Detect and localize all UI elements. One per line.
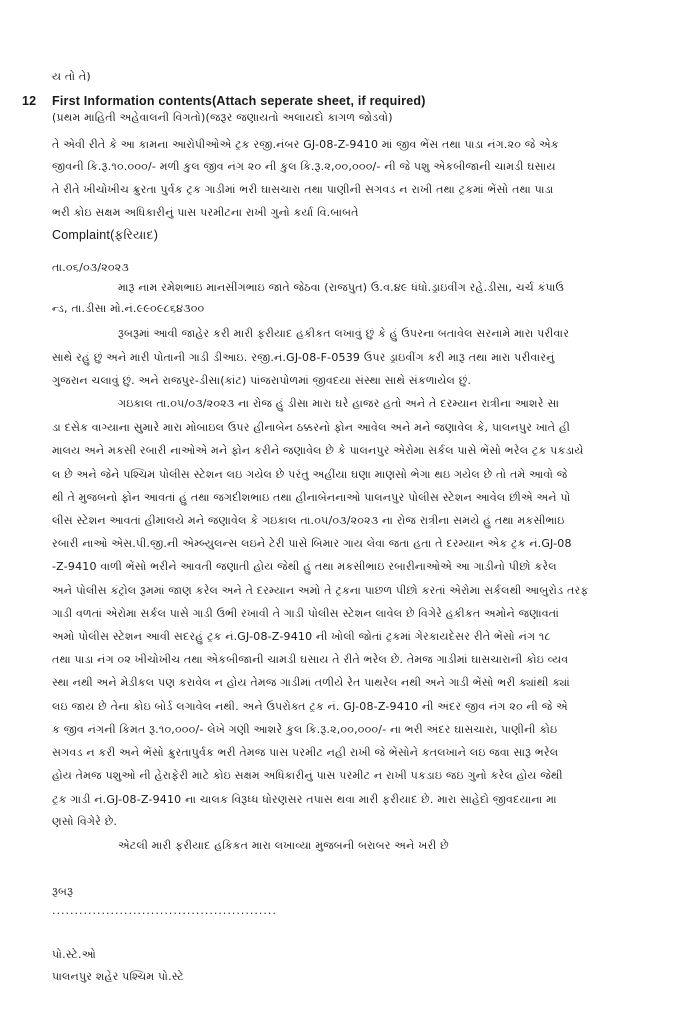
body-line: થી તે મુજબનો ફોન આવતાં હું તથા જગદીશભાઇ તથા હીનાબેનનાઓ પાલનપુર પોલીસ સ્ટેશન આવેલ છીએ અને પો	[52, 491, 571, 504]
body-line: ડા દસેક વાગ્યાના સુમારે મારા મોબાઇલ ઉપર હીનાબેન ઠક્કરનો ફોન આવેલ અને મને જણાવેલ કે, પાલનપુર ખાતે હી	[52, 421, 571, 434]
body-line: સાથે રહું છું અને મારી પોતાની ગાડી ડીઆઇ. રજી.નં.GJ-08-F-0539 ઉપર ડ્રાઇવીંગ કરી મારૂ તથા મારા પરીવારનું	[52, 351, 555, 364]
body-line: -Z-9410 વાળી ભેંસો ભરીને આવતી જણાતી હોય જેથી હું તથા મકસીભાઇ રબારીનાઓએ આ ગાડીનો પીછો કરેલ	[52, 560, 557, 573]
body-line: માલય અને મકસી રબારી નાઓએ મને ફોન કરીને જણાવેલ છે કે પાલનપુર એરોમા સર્કલ પાસે ભેંસો ભરેલ ટ્રક પકડાયે	[52, 444, 584, 457]
body-line: ગઇકાલ તા.૦૫/૦૩/૨૦૨૩ ના રોજ હું ડીસા મારા ઘરે હાજર હતો અને તે દરમ્યાન રાત્રીના આશરે સા	[118, 397, 560, 410]
body-line: ટ્રક ગાડી નં.GJ-08-Z-9410 ના ચાલક વિરૂધ્ધ ધોરણસર તપાસ થવા મારી ફરીયાદ છે. મારા સાહેદો જીવદયાના મા	[52, 793, 557, 806]
signature-label: રૂબરૂ	[52, 885, 74, 898]
signature-dotted-line: ..................................................	[52, 904, 277, 917]
body-line: હોય તેમજ પશુઓ ની હેરાફેરી માટે કોઇ સક્ષમ અધિકારીનું પાસ પરમીટ ન રાખી પકડાઇ જઇ ગુનો કરેલ હોય જેથી	[52, 769, 563, 782]
body-line: ગુજરાન ચલાવું છું. અને રાજપુર-ડીસા(કાંટ) પાંજરાપોળમાં જીવદયા સંસ્થા સાથે સંકળાયેલ છું.	[52, 374, 472, 387]
body-line: અને પોલીસ કંટ્રોલ રૂમમાં જાણ કરેલ અને તે દરમ્યાન અમો તે ટ્રકના પાછળ પીછો કરતાં એરોમા સર્કલથી આબુરોડ તરફ	[52, 584, 589, 597]
body-line: લઇ જાય છે તેના કોઇ બોર્ડ લગાવેલ નથી. અને ઉપરોક્ત ટ્રક નં. GJ-08-Z-9410 ની અંદર જીવ નંગ ૨૦ ની જે એ	[52, 700, 568, 713]
intro-line: ન્ડ, તા.ડીસા મો.નં.૯૯૦૯૮૬૪૩૦૦	[52, 302, 205, 315]
body-line: ગાડી વળતાં એરોમા સર્કલ પાસે ગાડી ઉભી રખાવી તે ગાડી પોલીસ સ્ટેશન લાવેલ છે વિગેરે હકીકત અમોને જણાવતાં	[52, 607, 559, 620]
body-line: ણસો વિગેરે છે.	[52, 815, 118, 828]
body-line: ક જીવ નંગની કિમત રૂ.૧૦,૦૦૦/- લેખે ગણી આશરે કુલ કિ.રૂ.૨,૦૦,૦૦૦/- ના ભરી અંદર ઘાસચારા, પાણીની કોઇ	[52, 723, 558, 736]
section-subtitle: (પ્રથમ માહિતી અહેવાલની વિગતો)(જરૂર જણાયતો અલાયદો કાગળ જોડવો)	[52, 111, 393, 124]
body-line: અમો પોલીસ સ્ટેશન આવી સદરહું ટ્રક નં.GJ-08-Z-9410 ની ખોલી જોતાં ટ્રકમાં ગેરકાયદેસર રીતે ભેંસો નંગ ૧૮	[52, 630, 551, 643]
top-fragment: ય તો તે)	[52, 70, 91, 83]
section-number: 12	[22, 94, 37, 108]
closing-line: એટલી મારી ફરીયાદ હકિકત મારા લખાવ્યા મુજબની બરાબર અને ખરી છે	[118, 839, 449, 852]
complaint-heading: Complaint(ફરિયાદ)	[52, 228, 159, 242]
intro-line: મારૂ નામ રમેશભાઇ માનસીંગભાઇ જાતે જેઠવા (રાજપુત) ઉ.વ.૪૯ ધંધો.ડ્રાઇવીંગ રહે.ડીસા, ચર્ચ કંપાઉ	[118, 281, 565, 294]
footer-police-station: પાલનપુર શહેર પશ્ચિમ પો.સ્ટે	[52, 970, 185, 983]
complaint-date: તા.૦૬/૦૩/૨૦૨૩	[52, 261, 129, 274]
body-line: લીસ સ્ટેશન આવતાં હીમાલયે મને જણાવેલ કે ગઇકાલ તા.૦૫/૦૩/૨૦૨૩ ના રોજ રાત્રીના સમયે હું તથા મકસીભાઇ	[52, 514, 565, 527]
body-line: રૂબરૂમાં આવી જાહેર કરી મારી ફરીયાદ હકીકત લખાવું છું કે હું ઉપરના બતાવેલ સરનામે મારા પરીવાર	[118, 327, 570, 340]
section-title: First Information contents(Attach seperate sheet, if required)	[52, 94, 426, 108]
body-line: તથા પાડા નંગ ૦૨ ખીચોખીચ તથા એકબીજાની ચામડી ઘસાય તે રીતે ભરેલ છે. તેમજ ગાડીમાં ઘાસચારાની કોઇ વ્યવ	[52, 653, 569, 666]
body-line: સગવડ ન કરી અને ભેંસો ક્રુરતાપુર્વક ભરી તેમજ પાસ પરમીટ નહી રાખી જે ભેંસોને કતલખાને લઇ જવા સારૂ ભરેલ	[52, 746, 559, 759]
body-line: સ્થા નથી અને મેડીકલ પણ કરાવેલ ન હોય તેમજ ગાડીમાં તળીયે રેત પાથરેલ નથી અને ગાડી ભેંસો ભરી ક્યાંથી ક્યાં	[52, 676, 570, 689]
summary-line: તે રીતે ખીચોખીચ ક્રુરતા પુર્વક ટ્રક ગાડીમાં ભરી ઘાસચારા તથા પાણીની સગવડ ન રાખી તથા ટ્રકમાં ભેંસો તથા પાડા	[52, 183, 554, 196]
summary-line: જીવની કિ.રૂ.૧૦.૦૦૦/- મળી કુલ જીવ નંગ ૨૦ ની કુલ કિ.રૂ.૨,૦૦,૦૦૦/- ની જે પશુ એકબીજાની ચામડી ઘસાય	[52, 160, 556, 173]
summary-line: તે એવી રીતે કે આ કામના આરોપીઓએ ટ્રક રજી.નંબર GJ-08-Z-9410 માં જીવ ભેંસ તથા પાડા નંગ.૨૦ જે એક	[52, 138, 559, 151]
body-line: લ છે અને જેને પશ્ચિમ પોલીસ સ્ટેશન લઇ ગયેલ છે પરંતુ અહીંયા ઘણા માણસો ભેગા થઇ ગયેલ છે તો તમે આવો જે	[52, 468, 568, 481]
body-line: રબારી નાઓ એસ.પી.જી.ની એમ્બ્યુલન્સ લઇને ટેરી પાસે બિમાર ગાય લેવા જતા હતા તે દરમ્યાન એક ટ્રક નં.GJ-08	[52, 537, 572, 550]
footer-office-label: પો.સ્ટે.ઓ	[52, 948, 96, 961]
summary-line: ભરી કોઇ સક્ષમ અધિકારીનું પાસ પરમીટના રાખી ગુનો કર્યા વિ.બાબતે	[52, 206, 359, 219]
